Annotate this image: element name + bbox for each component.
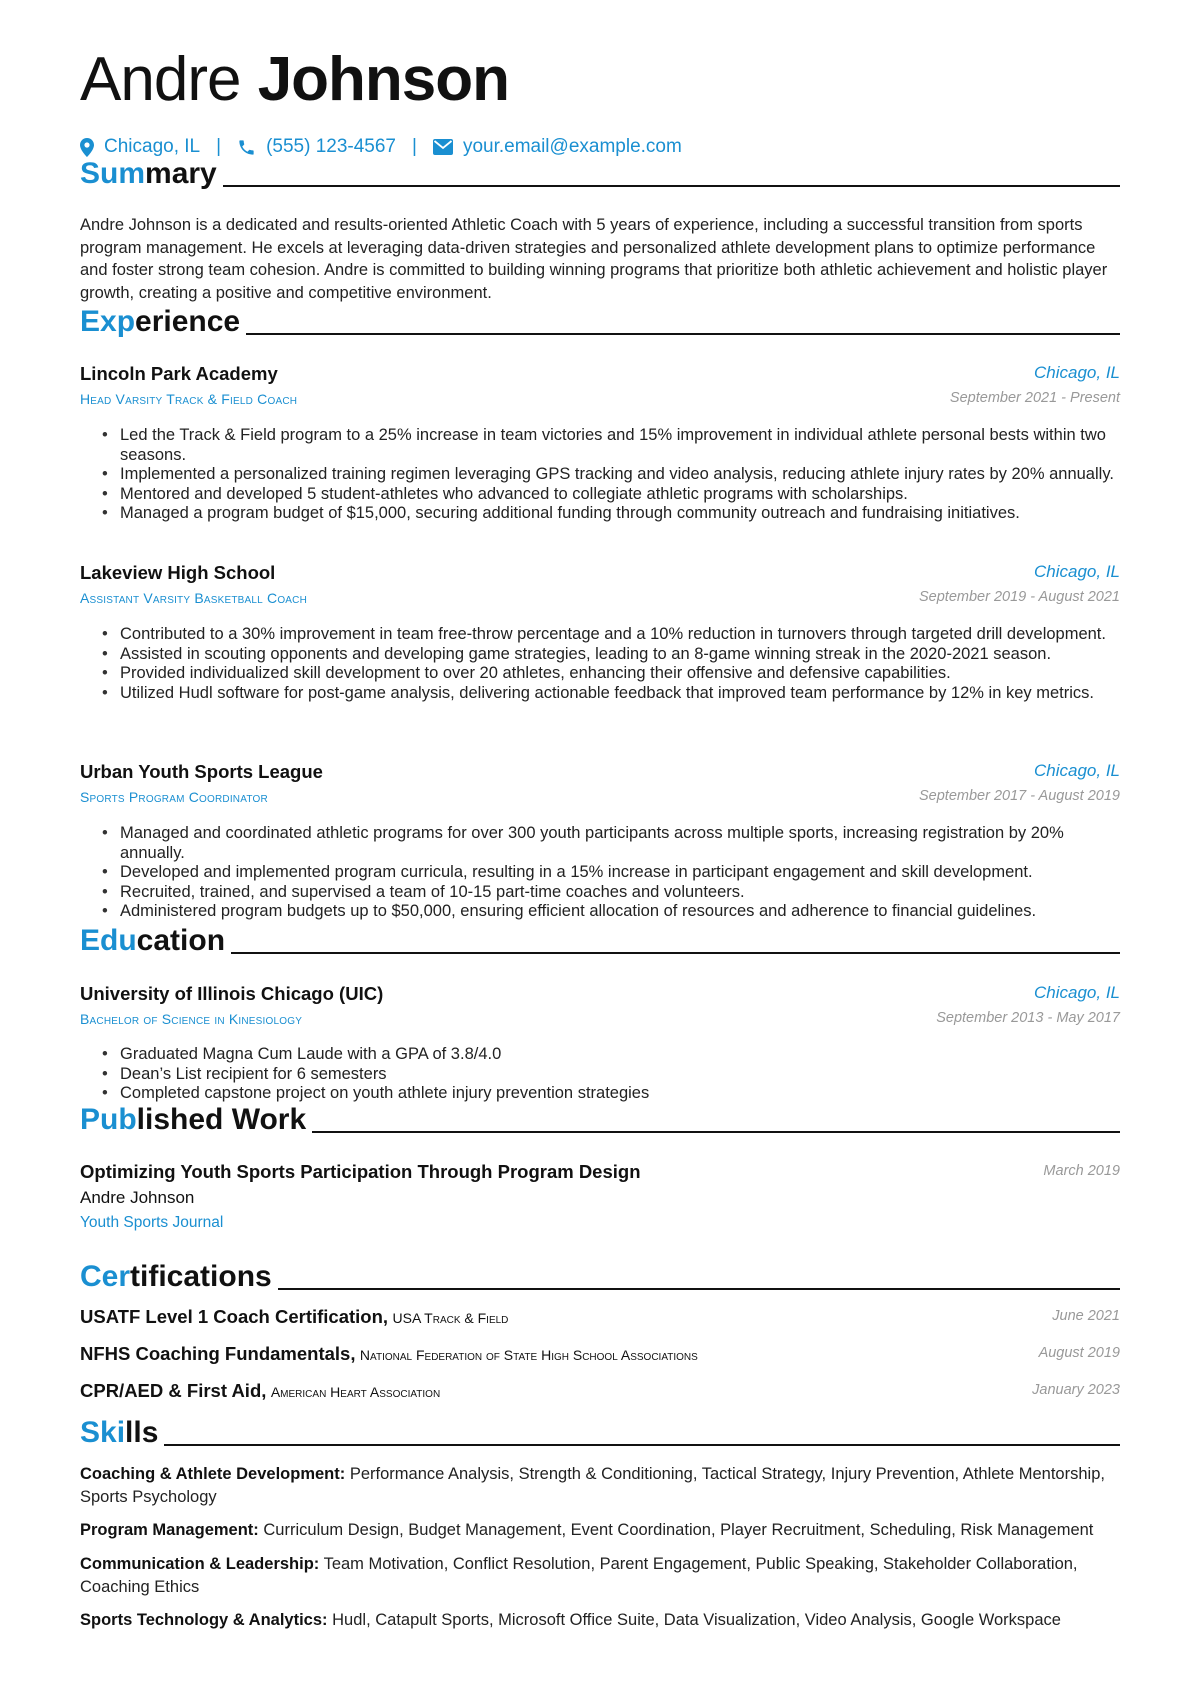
publication-journal: Youth Sports Journal [80,1214,224,1231]
list-item: • Mentored and developed 5 student-athletes who advanced to collegiate athletic programs with scholarships. [102,485,1120,505]
certification-date: January 2023 [1032,1382,1120,1398]
list-item: • Provided individualized skill development to over 20 athletes, enhancing their offensive and defensive capabilities. [102,664,1120,684]
job-role: Head Varsity Track & Field Coach [80,391,298,407]
job-location: Chicago, IL [1034,761,1120,780]
skill-group [80,1519,1120,1542]
job-header [80,363,1120,387]
education-header [80,983,1120,1007]
skill-group [80,1463,1120,1508]
publication-date: March 2019 [1043,1163,1120,1179]
certification-issuer: USA Track & Field [392,1310,509,1326]
certification-date: August 2019 [1038,1345,1120,1361]
skill-category: Sports Technology & Analytics: [80,1611,328,1629]
section-divider [246,333,1120,335]
job-organization: Lakeview High School [80,562,276,583]
skill-list: Curriculum Design, Budget Management, Event Coordination, Player Recruitment, Scheduling, Risk Management [263,1521,1094,1539]
list-item: • Managed a program budget of $15,000, securing additional funding through community outreach and fundraising initiatives. [102,504,1120,524]
list-item: • Dean’s List recipient for 6 semesters [102,1065,1120,1085]
list-item: • Graduated Magna Cum Laude with a GPA of 3.8/4.0 [102,1045,1120,1065]
certifications-heading [80,1257,1120,1297]
experience-title: Experience [80,305,241,338]
job-dates: September 2017 - August 2019 [919,788,1120,804]
job-bullets [102,625,1120,703]
job-dates: September 2021 - Present [949,390,1120,406]
list-item: • Assisted in scouting opponents and developing game strategies, leading to an 8-game winning streak in the 2020-2021 season. [102,645,1120,665]
certification-issuer: National Federation of State High School Associations [359,1347,698,1363]
job-bullets [102,426,1120,524]
skill-list: Team Motivation, Conflict Resolution, Parent Engagement, Public Speaking, Stakeholder Collaboration, Coaching Ethics [80,1555,1078,1596]
certification-row [80,1306,1120,1330]
education-heading [80,921,1120,961]
job-dates: September 2019 - August 2021 [919,589,1120,605]
contact-separator: | [412,136,417,157]
envelope-icon [433,139,453,155]
list-item: • Managed and coordinated athletic programs for over 300 youth participants across multiple sports, increasing registration by 20% annually. [102,824,1120,863]
section-divider [223,185,1120,187]
list-item: • Implemented a personalized training regimen leveraging GPS tracking and video analysis, reducing athlete injury rates by 20% annually. [102,465,1120,485]
education-dates: September 2013 - May 2017 [936,1010,1120,1026]
candidate-name [80,40,509,120]
job-header [80,761,1120,785]
published-title: Published Work [80,1103,307,1136]
list-item: • Administered program budgets up to $50,000, ensuring efficient allocation of resources and adherence to financial guidelines. [102,902,1120,922]
skill-list: Hudl, Catapult Sports, Microsoft Office Suite, Data Visualization, Video Analysis, Google Workspace [332,1611,1061,1629]
section-divider [164,1444,1120,1446]
certification-name: USATF Level 1 Coach Certification [80,1306,383,1327]
certification-row [80,1380,1120,1404]
skills-title: Skills [80,1416,159,1449]
contact-separator: | [216,136,222,157]
publication-author: Andre Johnson [80,1188,195,1207]
certification-row [80,1343,1120,1367]
list-item: • Completed capstone project on youth athlete injury prevention strategies [102,1084,1120,1104]
job-location: Chicago, IL [1034,363,1120,382]
degree: Bachelor of Science in Kinesiology [80,1011,303,1027]
publication-header [80,1161,1120,1185]
job-organization: Urban Youth Sports League [80,761,323,782]
location-text: Chicago, IL [104,136,201,157]
publication-title: Optimizing Youth Sports Participation Through Program Design [80,1161,641,1182]
skill-group [80,1609,1120,1632]
job-location: Chicago, IL [1034,562,1120,581]
school-name: University of Illinois Chicago (UIC) [80,983,384,1004]
certification-name: NFHS Coaching Fundamentals [80,1343,351,1364]
job-role: Sports Program Coordinator [80,789,268,805]
school-location: Chicago, IL [1034,983,1120,1002]
job-role: Assistant Varsity Basketball Coach [80,590,308,606]
list-item: • Contributed to a 30% improvement in team free-throw percentage and a 10% reduction in turnovers through targeted drill development. [102,625,1120,645]
section-divider [231,952,1120,954]
summary-heading [80,154,1120,194]
last-name: Johnson [257,45,510,114]
education-bullets [102,1045,1120,1104]
education-title: Education [80,924,226,957]
comma: , [350,1343,356,1364]
comma: , [382,1306,389,1327]
skill-group [80,1553,1120,1598]
first-name: Andre [80,45,241,114]
job-bullets [102,824,1120,922]
list-item: • Developed and implemented program curricula, resulting in a 15% increase in participant engagement and skill development. [102,863,1120,883]
certification-date: June 2021 [1052,1308,1120,1324]
certification-name: CPR/AED & First Aid [80,1380,262,1401]
phone-text[interactable]: (555) 123-4567 [266,136,396,157]
skill-list: Performance Analysis, Strength & Conditioning, Tactical Strategy, Injury Prevention, Athlete Mentorship, Sports Psychology [80,1465,1105,1506]
skill-category: Program Management: [80,1521,259,1539]
published-heading [80,1100,1120,1140]
summary-text: Andre Johnson is a dedicated and results-oriented Athletic Coach with 5 years of experience, including a successful transition from sports program management. He excels at leveraging data-driven strategies and personalized athlete development plans to optimize performance and foster strong team cohesion. Andre is committed to building winning programs that prioritize both athletic achievement and holistic player growth, creating a positive and competitive environment. [80,216,1108,302]
section-divider [278,1288,1120,1290]
summary-title: Summary [80,157,217,190]
job-header [80,562,1120,586]
skills-heading [80,1413,1120,1453]
list-item: • Recruited, trained, and supervised a team of 10-15 part-time coaches and volunteers. [102,883,1120,903]
skill-category: Communication & Leadership: [80,1555,320,1573]
skill-category: Coaching & Athlete Development: [80,1465,346,1483]
section-divider [312,1131,1120,1133]
list-item: • Led the Track & Field program to a 25% increase in team victories and 15% improvement in individual athlete personal bests within two seasons. [102,426,1120,465]
email-link[interactable]: your.email@example.com [462,136,682,157]
certifications-title: Certifications [80,1260,272,1293]
experience-heading [80,302,1120,342]
comma: , [261,1380,267,1401]
certification-issuer: American Heart Association [270,1384,441,1400]
job-organization: Lincoln Park Academy [80,363,278,384]
list-item: • Utilized Hudl software for post-game analysis, delivering actionable feedback that improved team performance by 12% in key metrics. [102,684,1120,704]
